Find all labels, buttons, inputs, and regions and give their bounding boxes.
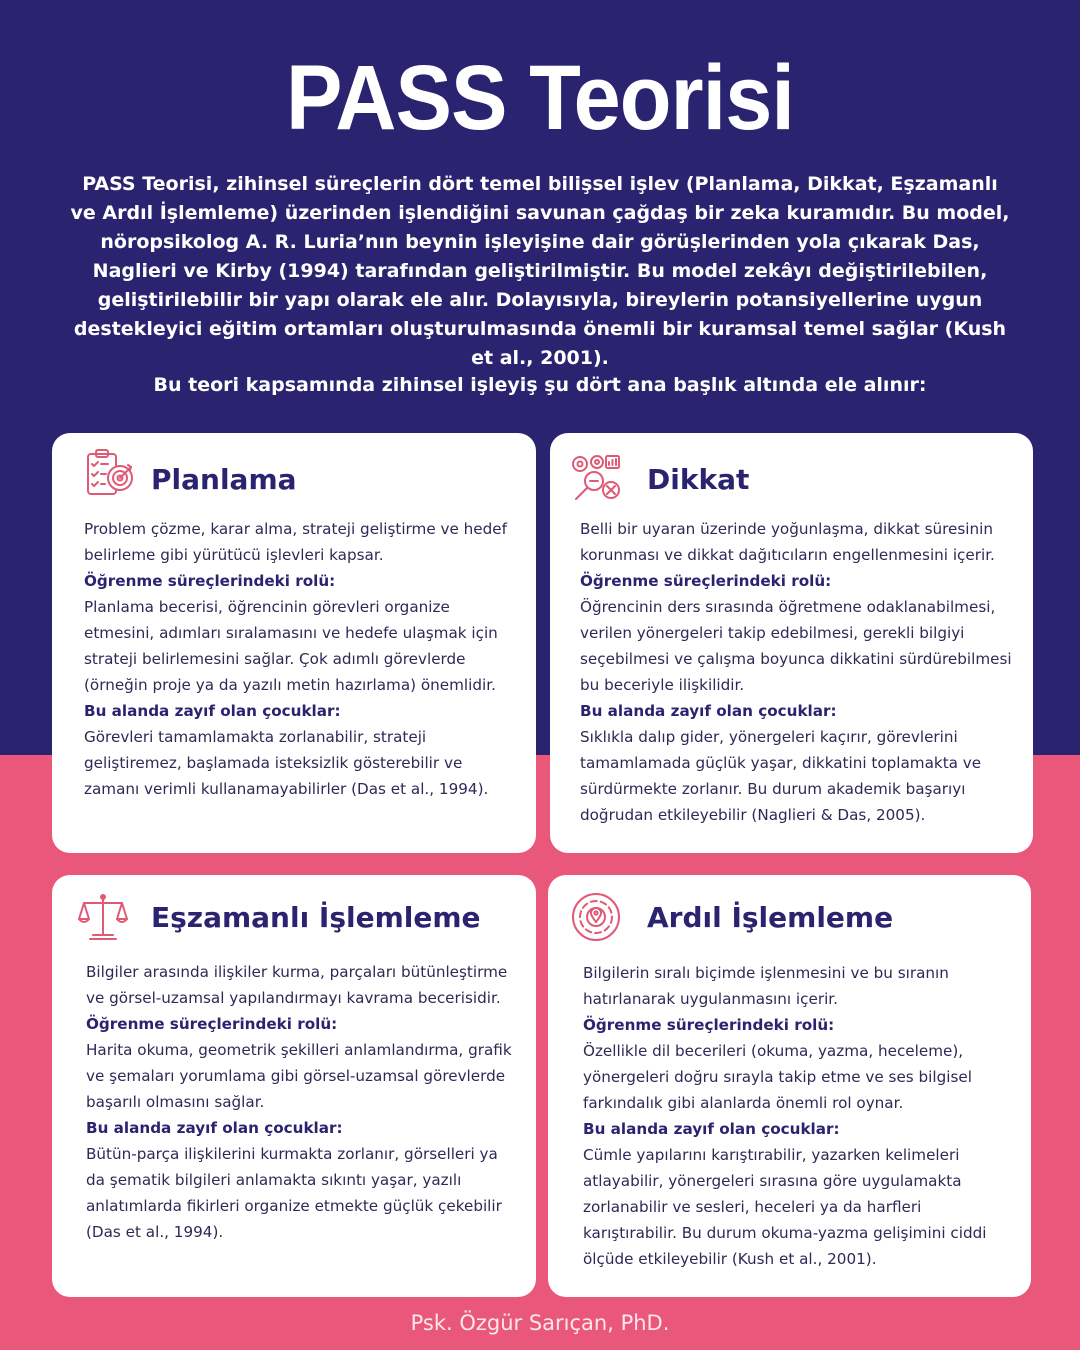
- description: Belli bir uyaran üzerinde yoğunlaşma, dikkat süresinin korunması ve dikkat dağıtıcıların engellenmesini içerir.: [580, 520, 995, 564]
- weak-text: Sıklıkla dalıp gider, yönergeleri kaçırır, görevlerini tamamlamada güçlük yaşar, dikkatini toplamakta ve sürdürmekte zorlanır. Bu durum akademik başarıyı doğrudan etkileyebilir (Naglieri & Das, 2005).: [580, 728, 982, 824]
- role-text: Harita okuma, geometrik şekilleri anlamlandırma, grafik ve şemaları yorumlama gibi görsel-uzamsal görevlerde başarılı olmasını sağlar.: [86, 1041, 512, 1111]
- card-title: Dikkat: [647, 463, 750, 496]
- role-text: Öğrencinin ders sırasında öğretmene odaklanabilmesi, verilen yönergeleri takip edebilmesi, gerekli bilgiyi seçebilmesi ve çalışma boyunca dikkatini sürdürebilmesi bu beceriyle ilişkilidir.: [580, 598, 1012, 694]
- weak-text: Cümle yapılarını karıştırabilir, yazarken kelimeleri atlayabilir, yönergeleri sırasına göre uygulamakta zorlanabilir ve sesleri, heceleri ya da harfleri karıştırabilir. Bu durum okuma-yazma gelişimini ciddi ölçüde etkileyebilir (Kush et al., 2001).: [583, 1146, 987, 1268]
- role-heading: Öğrenme süreçlerindeki rolü:: [84, 572, 336, 590]
- card-planlama: [52, 433, 536, 853]
- weak-heading: Bu alanda zayıf olan çocuklar:: [583, 1120, 840, 1138]
- card-body: [583, 960, 1013, 1272]
- weak-heading: Bu alanda zayıf olan çocuklar:: [86, 1119, 343, 1137]
- card-body: [84, 516, 514, 802]
- description: Bilgilerin sıralı biçimde işlenmesini ve bu sıranın hatırlanarak uygulanmasını içerir.: [583, 964, 949, 1008]
- description: Problem çözme, karar alma, strateji geliştirme ve hedef belirleme gibi yürütücü işlevleri kapsar.: [84, 520, 507, 564]
- card-title: Planlama: [151, 463, 297, 496]
- card-eszamanli: [52, 875, 536, 1297]
- focus-gears-icon: [570, 453, 622, 505]
- weak-heading: Bu alanda zayıf olan çocuklar:: [580, 702, 837, 720]
- lead-sentence: Bu teori kapsamında zihinsel işleyiş şu dört ana başlık altında ele alınır:: [153, 374, 927, 396]
- balance-scale-icon: [77, 891, 129, 943]
- page-title: PASS Teorisi: [286, 47, 794, 149]
- role-heading: Öğrenme süreçlerindeki rolü:: [583, 1016, 835, 1034]
- author-credit: Psk. Özgür Sarıçan, PhD.: [410, 1311, 670, 1335]
- weak-text: Görevleri tamamlamakta zorlanabilir, strateji geliştiremez, başlamada isteksizlik gösterebilir ve zamanı verimli kullanamayabilirler (Das et al., 1994).: [84, 728, 489, 798]
- target-location-icon: [570, 891, 622, 943]
- description: Bilgiler arasında ilişkiler kurma, parçaları bütünleştirme ve görsel-uzamsal yapılandırmayı kavrama becerisidir.: [86, 963, 508, 1007]
- role-text: Özellikle dil becerileri (okuma, yazma, heceleme), yönergeleri doğru sırayla takip etme ve ses bilgisel farkındalık gibi alanlarda önemli rol oynar.: [583, 1042, 972, 1112]
- weak-heading: Bu alanda zayıf olan çocuklar:: [84, 702, 341, 720]
- role-heading: Öğrenme süreçlerindeki rolü:: [86, 1015, 338, 1033]
- checklist-target-icon: [84, 447, 136, 499]
- card-body: [86, 959, 516, 1245]
- card-title: Eşzamanlı İşlemleme: [151, 901, 481, 934]
- intro-paragraph: PASS Teorisi, zihinsel süreçlerin dört temel bilişsel işlev (Planlama, Dikkat, Eşzamanlı ve Ardıl İşlemleme) üzerinden işlendiğini savunan çağdaş bir zeka kuramıdır. Bu model, nöropsikolog A. R. Luria’nın beynin işleyişine dair görüşlerinden yola çıkarak Das, Naglieri ve Kirby (1994) tarafından geliştirilmiştir. Bu model zekâyı değiştirilebilen, geliştirilebilir bir yapı olarak ele alır. Dolayısıyla, bireylerin potansiyellerine uygun destekleyici eğitim ortamları oluşturulmasında önemli bir kuramsal temel sağlar (Kush et al., 2001).: [70, 173, 1010, 369]
- card-body: [580, 516, 1014, 828]
- card-title: Ardıl İşlemleme: [647, 901, 894, 934]
- role-heading: Öğrenme süreçlerindeki rolü:: [580, 572, 832, 590]
- role-text: Planlama becerisi, öğrencinin görevleri organize etmesini, adımları sıralamasını ve hedefe ulaşmak için strateji belirlemesini sağlar. Çok adımlı görevlerde (örneğin proje ya da yazılı metin hazırlama) önemlidir.: [84, 598, 498, 694]
- card-ardil: [548, 875, 1031, 1297]
- card-dikkat: [550, 433, 1033, 853]
- weak-text: Bütün-parça ilişkilerini kurmakta zorlanır, görselleri ya da şematik bilgileri anlamakta sıkıntı yaşar, yazılı anlatımlarda fikirleri organize etmekte güçlük çekebilir (Das et al., 1994).: [86, 1145, 502, 1241]
